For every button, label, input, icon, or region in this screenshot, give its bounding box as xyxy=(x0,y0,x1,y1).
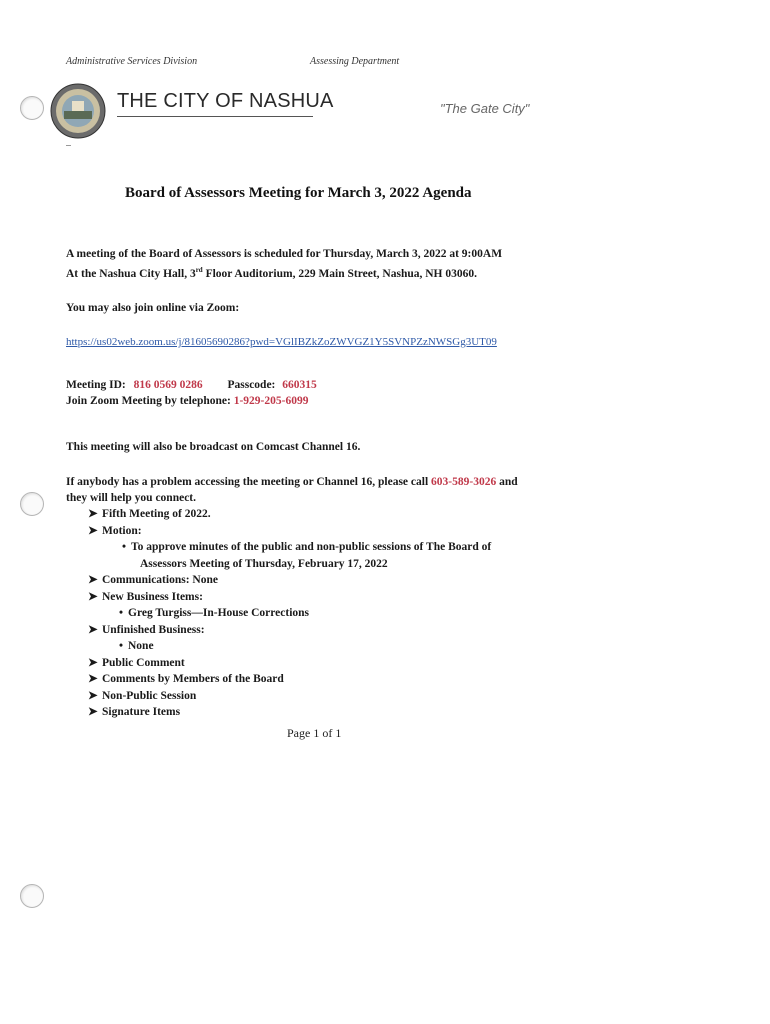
list-item: ➤ Motion: xyxy=(88,523,528,540)
punch-hole-icon xyxy=(20,884,44,908)
meeting-id-value: 816 0569 0286 xyxy=(133,379,203,391)
agenda-list xyxy=(88,506,528,721)
intro-line-2: At the Nashua City Hall, 3rd Floor Auditorium, 229 Main Street, Nashua, NH 03060. xyxy=(66,266,478,280)
arrow-bullet-icon: ➤ xyxy=(88,623,98,636)
meeting-id-label: Meeting ID: xyxy=(66,379,126,391)
punch-hole-icon xyxy=(20,96,44,120)
page-number: Page 1 of 1 xyxy=(287,726,342,740)
zoom-join-text: You may also join online via Zoom: xyxy=(66,302,240,314)
list-item: ➤ Comments by Members of the Board xyxy=(88,671,528,688)
intro-line-1: A meeting of the Board of Assessors is scheduled for Thursday, March 3, 2022 at 9:00AM xyxy=(66,248,503,260)
passcode-value: 660315 xyxy=(282,379,317,391)
department-label: Assessing Department xyxy=(310,56,400,67)
arrow-bullet-icon: ➤ xyxy=(88,574,98,586)
city-motto: "The Gate City" xyxy=(440,101,530,116)
round-bullet-icon: • xyxy=(122,541,127,553)
list-item: ➤ Communications: None xyxy=(88,572,528,589)
arrow-bullet-icon: ➤ xyxy=(88,524,98,537)
help-paragraph: If anybody has a problem accessing the meeting or Channel 16, please call 603-589-3026 and they will help you connect. xyxy=(66,476,518,504)
arrow-bullet-icon: ➤ xyxy=(88,706,98,718)
arrow-bullet-icon: ➤ xyxy=(88,656,98,669)
phone-value: 1-929-205-6099 xyxy=(233,395,309,407)
round-bullet-icon: • xyxy=(119,640,124,652)
round-bullet-icon: • xyxy=(119,607,124,619)
division-label: Administrative Services Division xyxy=(66,56,198,67)
arrow-bullet-icon: ➤ xyxy=(88,689,98,702)
phone-row xyxy=(66,393,308,409)
zoom-link[interactable]: https://us02web.zoom.us/j/81605690286?pwd=VGlIBZkZoZWVGZ1Y5SVNPZzNWSGg3UT09 xyxy=(66,336,497,348)
list-item: ➤ Signature Items xyxy=(88,704,528,721)
list-item: • To approve minutes of the public and non-public sessions of The Board of xyxy=(88,539,528,556)
punch-hole-icon xyxy=(20,492,44,516)
meeting-id-row xyxy=(66,377,317,393)
list-item: • Greg Turgiss—In-House Corrections xyxy=(88,605,528,622)
broadcast-note: This meeting will also be broadcast on Comcast Channel 16. xyxy=(66,441,361,453)
list-item: ➤ New Business Items: xyxy=(88,589,528,606)
city-title: THE CITY OF NASHUA xyxy=(117,90,334,112)
city-seal-icon xyxy=(50,83,106,139)
list-item: ➤ Fifth Meeting of 2022. xyxy=(88,506,528,523)
list-item: ➤ Non-Public Session xyxy=(88,688,528,705)
scan-mark xyxy=(66,145,71,146)
arrow-bullet-icon: ➤ xyxy=(88,508,98,520)
intro-paragraph xyxy=(66,246,546,282)
phone-label: Join Zoom Meeting by telephone: xyxy=(66,395,231,407)
list-item: ➤ Public Comment xyxy=(88,655,528,672)
arrow-bullet-icon: ➤ xyxy=(88,590,98,603)
list-item: Assessors Meeting of Thursday, February 17, 2022 xyxy=(140,557,388,570)
passcode-label: Passcode: xyxy=(227,379,276,391)
page-title: Board of Assessors Meeting for March 3, 2022 Agenda xyxy=(125,185,472,201)
title-divider xyxy=(117,116,313,117)
arrow-bullet-icon: ➤ xyxy=(88,673,98,685)
list-item: • None xyxy=(88,638,528,655)
list-item: ➤ Unfinished Business: xyxy=(88,622,528,639)
help-phone: 603-589-3026 xyxy=(431,476,497,488)
